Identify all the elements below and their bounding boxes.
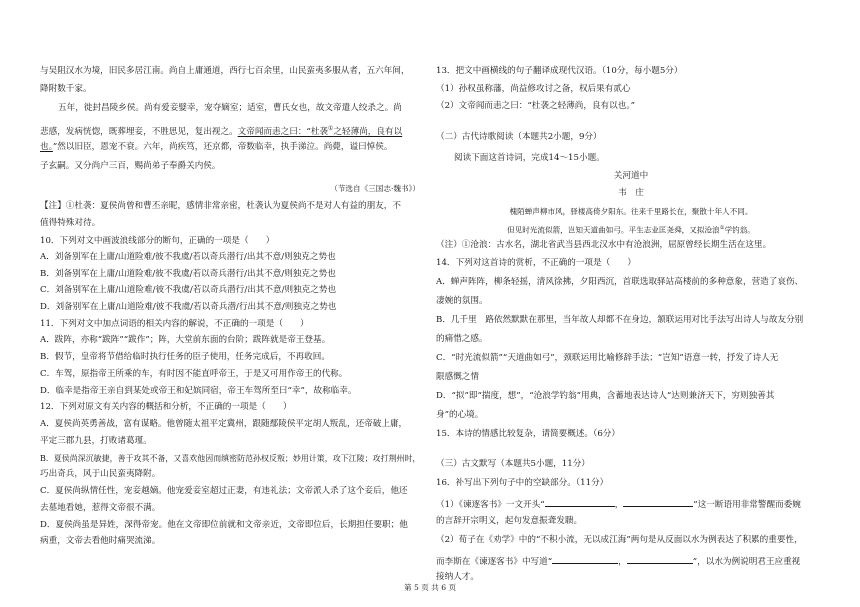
option-c: C．夏侯尚纵情任性，宠妾越嫡。他宠爱妾室超过正妻，有违礼法；文帝派人杀了这个妾后，他还 xyxy=(40,486,408,496)
fill-in-2-cont: 而李斯在《谏逐客书》中写道“ ， ”，以水为例说明君王应重视 xyxy=(436,554,800,568)
poem-author: 韦 庄 xyxy=(618,188,644,198)
option-a-cont: 凄婉的氛围。 xyxy=(436,296,488,306)
option-b: B．几千里 路依然默默在那里，当年故人却都不在身边，颔联运用对比手法写出诗人与故友分别 xyxy=(436,315,804,325)
option-a: A．刘备别军在上庸/山道险难/彼不我虞/若以奇兵潜行/出其不意/则独克之势也 xyxy=(40,252,336,262)
option-d: D．“拟”即“揣度，想”，“沧浪学钓翁”用典，含蓄地表达诗人“达则兼济天下，穷则独善其 xyxy=(436,391,775,401)
question-10: 10．下列对文中画波浪线部分的断句，正确的一项是（ ） xyxy=(40,236,275,246)
answer-blank[interactable] xyxy=(545,497,615,507)
question-16: 16．补写出下列句子中的空缺部分。（11分） xyxy=(436,478,609,488)
underlined-sentence: 文帝闻而恚之曰：“杜袭①之轻薄尚，良有以 xyxy=(237,125,403,137)
question-13: 13．把文中画横线的句子翻译成现代汉语。（10分，每小题5分） xyxy=(436,66,683,76)
option-a: A．蝉声阵阵，柳条轻摇，清风徐拂，夕阳西沉，首联选取驿站高楼前的多种意象，营造了哀伤、 xyxy=(436,277,804,287)
question-14: 14．下列对这首诗的赏析，不正确的一项是（ ） xyxy=(436,258,636,268)
poem-line: 但见时光流似箭，岂知天道曲如弓。平生志业匡尧舜，又拟沧浪①学钓翁。 xyxy=(507,225,755,235)
section-heading: （二）古代诗歌阅读（本题共2小题，9分） xyxy=(436,132,602,142)
option-d-cont: 病重，文帝去看他时痛哭流涕。 xyxy=(40,536,161,546)
page-footer: 第 5 页 共 6 页 xyxy=(403,583,457,592)
option-b: B．假节，皇帝将节借给临时执行任务的臣子使用，任务完成后，不再收回。 xyxy=(40,352,330,362)
source-citation: （节选自《三国志·魏书》） xyxy=(330,184,420,193)
answer-blank[interactable] xyxy=(627,554,693,564)
poem-title: 关河道中 xyxy=(613,171,649,181)
option-a: A．跋阵，亦称“跋阵”“跋作”；阵，大堂前东面的台阶；跋阵就是帝王登基。 xyxy=(40,335,331,345)
sub-question: （1）孙权虽称藩，尚益修攻讨之备，权后果有贰心 xyxy=(436,84,631,94)
passage-text: ”然以旧臣，恩宠不衰。六年，尚疾笃，还京都，帝数临幸，执手涕泣。尚薨，谥曰悼侯。 xyxy=(52,142,393,152)
question-11: 11．下列对文中加点词语的相关内容的解说，不正确的一项是（ ） xyxy=(40,319,309,329)
option-a-cont: 平定三郡九县，打败诸葛瑾。 xyxy=(40,436,152,446)
answer-blank[interactable] xyxy=(623,497,693,507)
option-c: C．车驾，原指帝王所乘的车，有时因不能直呼帝王，于是又可用作帝王的代称。 xyxy=(40,369,348,379)
annotation-note: 【注】①杜袭：夏侯尚曾和曹丕亲昵，感情非常亲密，杜袭认为夏侯尚不是对人有益的朋友，不 xyxy=(40,201,401,211)
option-b: B．刘备别军在上庸/山道险难/彼不我虞/若以奇兵潜行/出其不意/则独克之势也 xyxy=(40,269,336,279)
passage-line xyxy=(40,142,392,153)
passage-line: 子玄嗣。又分尚户三百，赐尚弟子奉爵关内侯。 xyxy=(40,161,221,171)
option-d-cont: 身”的心境。 xyxy=(436,410,484,420)
passage-line: 与吴阻汉水为境，旧民多居江南。尚自上庸通道，西行七百余里，山民蛮夷多服从者，五六年间， xyxy=(40,66,410,76)
option-a: A．夏侯尚英勇善战，富有谋略。他曾随太祖平定冀州，跟随鄢陵侯平定胡人叛乱，还帝破上庸， xyxy=(40,419,408,429)
option-c: C．“时光流似箭”“天道曲如弓”，颈联运用比喻修辞手法；“岂知”语意一转，抒发了诗人无 xyxy=(436,353,779,363)
instruction: 阅读下面这首诗词，完成14～15小题。 xyxy=(454,153,605,163)
option-d: D．刘备别军在上庸/山道险难/彼不我虞/若以奇兵潜/行出其不意/则独克之势也 xyxy=(40,302,337,312)
option-d: D．夏侯尚虽是异姓，深得帝宠。他在文帝即位前就和文帝亲近，文帝即位后，长期担任要职；他 xyxy=(40,520,408,530)
fill-in-1: （1）《谏逐客书》一文开头“ ， ”这一断语用非常警醒而委婉 xyxy=(436,497,801,511)
poem-note: （注）①沧浪：古水名，湖北省武当县西北汉水中有沧浪洲，屈原曾经长期生活在这里。 xyxy=(436,240,772,250)
passage-line: 降附数千家。 xyxy=(40,84,92,94)
question-12: 12．下列对原文有关内容的概括和分析，不正确的一项是（ ） xyxy=(40,402,292,412)
section-heading: （三）古文默写（本题共5小题，11分） xyxy=(436,459,590,469)
underlined-sentence: 也。 xyxy=(40,142,53,152)
poem-line: 槐陌蝉声柳市风，驿楼高倚夕阳东。往来千里路长在，聚散十年人不同。 xyxy=(509,207,753,216)
answer-blank[interactable] xyxy=(552,554,618,564)
fill-in-1-cont: 的言辞开宗明义，起句发意振聋发聩。 xyxy=(436,516,583,526)
passage-line: 五年，徙封昌陵乡侯。尚有爱妾嬖幸，宠夺嫡室；适室，曹氏女也，故文帝遣人绞杀之。尚 xyxy=(58,103,402,113)
option-b-cont: 巧出奇兵，风于山民蛮夷降附。 xyxy=(40,469,161,479)
sub-question: （2）文帝闻而恚之曰：“杜袭之轻薄尚，良有以也。” xyxy=(436,101,636,111)
option-c-cont: 去墓地看她，惹得文帝很不满。 xyxy=(40,503,161,513)
option-b: B．夏侯尚深沉敏捷，善于攻其不备，又喜欢他因而缜密防范孙权反叛；妙用计策，攻下江陵；攻打荆州时， xyxy=(40,454,421,463)
annotation-note: 值得特殊对待。 xyxy=(40,218,101,228)
option-c-cont: 限感慨之情 xyxy=(436,372,479,382)
option-c: C．刘备别军在上庸/山道险难/彼不我虞/若以奇兵潜行/出其不意/则独克之势也 xyxy=(40,285,337,295)
option-b-cont: 的痛惜之感。 xyxy=(436,334,488,344)
fill-in-2: （2）荀子在《劝学》中的“不积小流，无以成江海”两句是从反面以水为例表达了积累的重要性， xyxy=(436,535,803,545)
passage-line xyxy=(40,123,402,138)
passage-text: 悲感，发病恍惚，既葬埋妾，不胜思见，复出视之。 xyxy=(40,126,238,137)
option-d: D．临幸是指帝王亲自到某处或帝王和妃嫔同宿，帝王车驾所至曰“幸”，故称临幸。 xyxy=(40,386,357,396)
question-15: 15．本诗的情感比较复杂，请简要概述。（6分） xyxy=(436,429,620,439)
fill-in-2-end: 接纳人才。 xyxy=(436,572,479,582)
